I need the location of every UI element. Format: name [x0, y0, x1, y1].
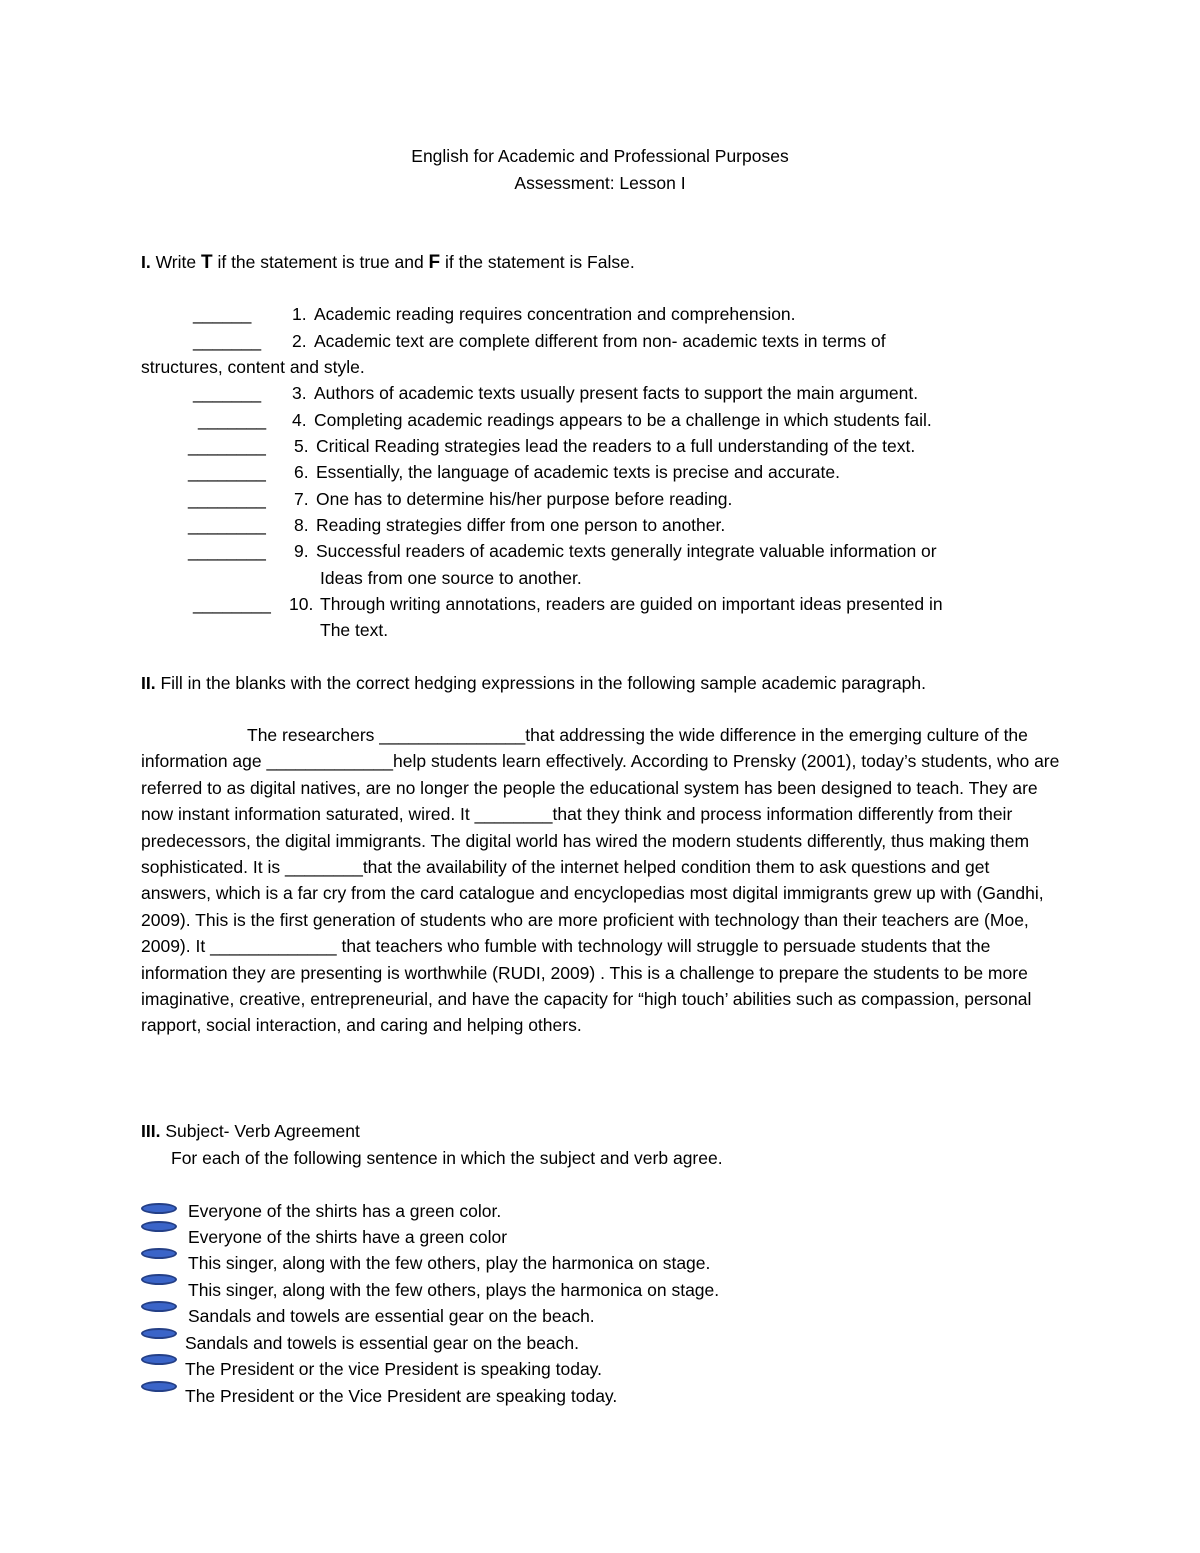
radio-option-oval[interactable]: [141, 1203, 177, 1214]
item-text-continued: Ideas from one source to another.: [320, 568, 582, 588]
option-text: Sandals and towels is essential gear on the beach.: [185, 1333, 580, 1353]
section-1-number: I.: [141, 252, 151, 272]
answer-blank[interactable]: ________: [188, 489, 266, 509]
option-text: Sandals and towels are essential gear on the beach.: [188, 1306, 595, 1326]
item-text-continued: The text.: [320, 620, 389, 640]
option-text: The President or the vice President is speaking today.: [185, 1359, 602, 1379]
item-text: Reading strategies differ from one person to another.: [316, 515, 726, 535]
answer-blank[interactable]: ________: [193, 594, 271, 614]
answer-blank[interactable]: ______: [193, 304, 252, 324]
option-text: Everyone of the shirts has a green color.: [188, 1201, 502, 1221]
answer-blank[interactable]: ________: [188, 541, 266, 561]
radio-option-oval[interactable]: [141, 1354, 177, 1365]
option-text: The President or the Vice President are speaking today.: [185, 1386, 618, 1406]
radio-option-oval[interactable]: [141, 1221, 177, 1232]
instr-text: if the statement is False.: [440, 252, 635, 272]
hedging-paragraph: [141, 722, 1061, 1039]
paragraph-text: The researchers _______________that addressing the wide difference in the emerging culture of the information age _____________help students learn effectively. According to Prensky (2001), today’s students, who are referred to as digital natives, are no longer the people the educational system has been designed to teach. They are now instant information saturated, wired. It ________that they think and process information differently from their predecessors, the digital immigrants. The digital world has wired the modern students differently, thus making them sophisticated. It is ________that the availability of the internet helped condition them to ask questions and get answers, which is a far cry from the card catalogue and encyclopedias most digital immigrants grew up with (Gandhi, 2009). This is the first generation of students who are more proficient with technology than their teachers are (Moe, 2009). It _____________ that teachers who fumble with technology will struggle to persuade students that the information they are presenting is worthwhile (RUDI, 2009) . This is a challenge to prepare the students to be more imaginative, creative, entrepreneurial, and have the capacity for “high touch’ abilities such as compassion, personal rapport, social interaction, and caring and helping others.: [141, 725, 1060, 1036]
item-number: 4.: [292, 410, 307, 430]
item-number: 3.: [292, 383, 307, 403]
instr-text: if the statement is true and: [212, 252, 429, 272]
item-text-continued: structures, content and style.: [141, 357, 365, 377]
item-number: 7.: [294, 489, 309, 509]
answer-blank[interactable]: _______: [198, 410, 267, 430]
section-3-title: Subject- Verb Agreement: [160, 1121, 360, 1141]
document-subtitle: Assessment: Lesson I: [514, 173, 686, 193]
item-text: Completing academic readings appears to be a challenge in which students fail.: [314, 410, 932, 430]
item-number: 9.: [294, 541, 309, 561]
instr-text: Write: [150, 252, 201, 272]
radio-option-oval[interactable]: [141, 1274, 177, 1285]
item-number: 10.: [289, 594, 314, 614]
item-number: 5.: [294, 436, 309, 456]
instr-text: Fill in the blanks with the correct hedging expressions in the following sample academic paragraph.: [155, 673, 927, 693]
true-letter: T: [200, 252, 213, 273]
option-text: Everyone of the shirts have a green color: [188, 1227, 508, 1247]
radio-option-oval[interactable]: [141, 1248, 177, 1259]
item-text: Essentially, the language of academic texts is precise and accurate.: [316, 462, 840, 482]
section-3-instructions: For each of the following sentence in which the subject and verb agree.: [171, 1148, 723, 1168]
radio-option-oval[interactable]: [141, 1328, 177, 1339]
radio-option-oval[interactable]: [141, 1301, 177, 1312]
answer-blank[interactable]: ________: [188, 462, 266, 482]
option-text: This singer, along with the few others, play the harmonica on stage.: [188, 1253, 711, 1273]
radio-option-oval[interactable]: [141, 1381, 177, 1392]
document-title: English for Academic and Professional Purposes: [411, 146, 789, 166]
section-2-instructions: [141, 670, 926, 696]
item-text: Critical Reading strategies lead the readers to a full understanding of the text.: [316, 436, 916, 456]
answer-blank[interactable]: _______: [193, 383, 262, 403]
item-number: 6.: [294, 462, 309, 482]
answer-blank[interactable]: _______: [193, 331, 262, 351]
section-3-heading: [141, 1118, 360, 1144]
section-3-number: III.: [141, 1121, 161, 1141]
item-number: 1.: [292, 304, 307, 324]
section-2-number: II.: [141, 673, 156, 693]
answer-blank[interactable]: ________: [188, 436, 266, 456]
item-text: Academic text are complete different from non- academic texts in terms of: [314, 331, 886, 351]
option-text: This singer, along with the few others, plays the harmonica on stage.: [188, 1280, 720, 1300]
item-text: Academic reading requires concentration and comprehension.: [314, 304, 796, 324]
false-letter: F: [428, 252, 441, 273]
answer-blank[interactable]: ________: [188, 515, 266, 535]
section-1-instructions: [141, 249, 635, 276]
item-text: Successful readers of academic texts generally integrate valuable information or: [316, 541, 937, 561]
item-text: Through writing annotations, readers are guided on important ideas presented in: [320, 594, 943, 614]
item-number: 8.: [294, 515, 309, 535]
item-number: 2.: [292, 331, 307, 351]
item-text: One has to determine his/her purpose before reading.: [316, 489, 733, 509]
item-text: Authors of academic texts usually present facts to support the main argument.: [314, 383, 919, 403]
